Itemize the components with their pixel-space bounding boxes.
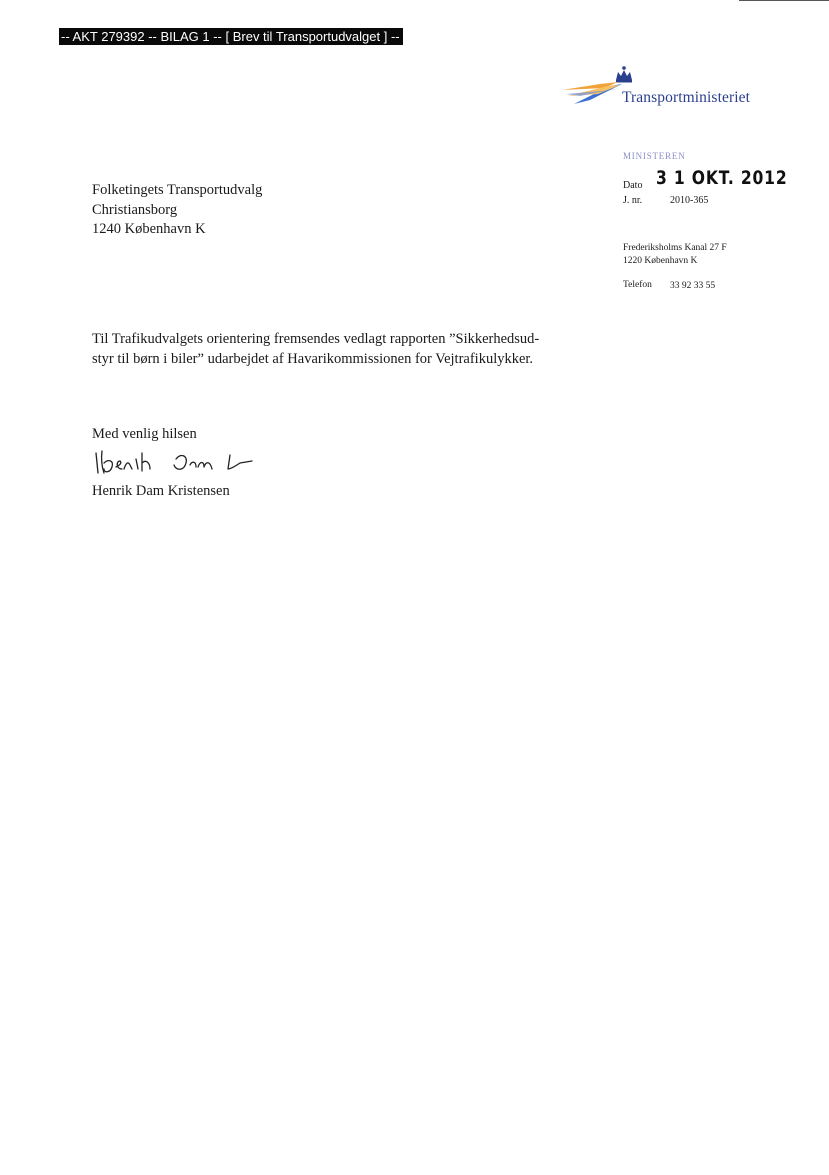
date-stamp: 3 1 OKT. 2012: [656, 167, 788, 189]
journal-number-row: [623, 195, 709, 206]
closing-greeting: Med venlig hilsen: [92, 426, 197, 442]
recipient-line: Folketingets Transportudvalg: [92, 182, 263, 198]
sender-address-line: Frederiksholms Kanal 27 F: [623, 243, 727, 253]
letter-body: [92, 329, 582, 369]
crown-icon: [616, 66, 632, 82]
sender-address-line: 1220 København K: [623, 256, 698, 266]
recipient-line: 1240 København K: [92, 221, 206, 237]
signer-name: Henrik Dam Kristensen: [92, 483, 230, 499]
journal-number-label: J. nr.: [623, 195, 643, 206]
phone-label: Telefon: [623, 280, 652, 290]
date-label: Dato: [623, 180, 643, 191]
signature-icon: [92, 447, 262, 481]
ministry-name: Transportministeriet: [622, 89, 751, 106]
phone-row: [623, 280, 716, 291]
recipient-line: Christiansborg: [92, 201, 178, 218]
body-line: Til Trafikudvalgets orientering fremsendes vedlagt rapporten ”Sikkerhedsud-: [92, 331, 540, 347]
recipient-address: [92, 181, 262, 240]
journal-number-value: 2010-365: [670, 195, 709, 206]
body-line: styr til børn i biler” udarbejdet af Havarikommissionen for Vejtrafikulykker.: [92, 351, 534, 367]
sender-address: [623, 242, 727, 268]
document-banner: -- AKT 279392 -- BILAG 1 -- [ Brev til Transportudvalget ] --: [59, 28, 403, 45]
sender-department: MINISTEREN: [623, 151, 686, 161]
top-edge-line: [739, 0, 829, 1]
ministry-logo: [560, 64, 780, 124]
handwritten-signature: [92, 447, 262, 486]
phone-value: 33 92 33 55: [670, 281, 716, 291]
